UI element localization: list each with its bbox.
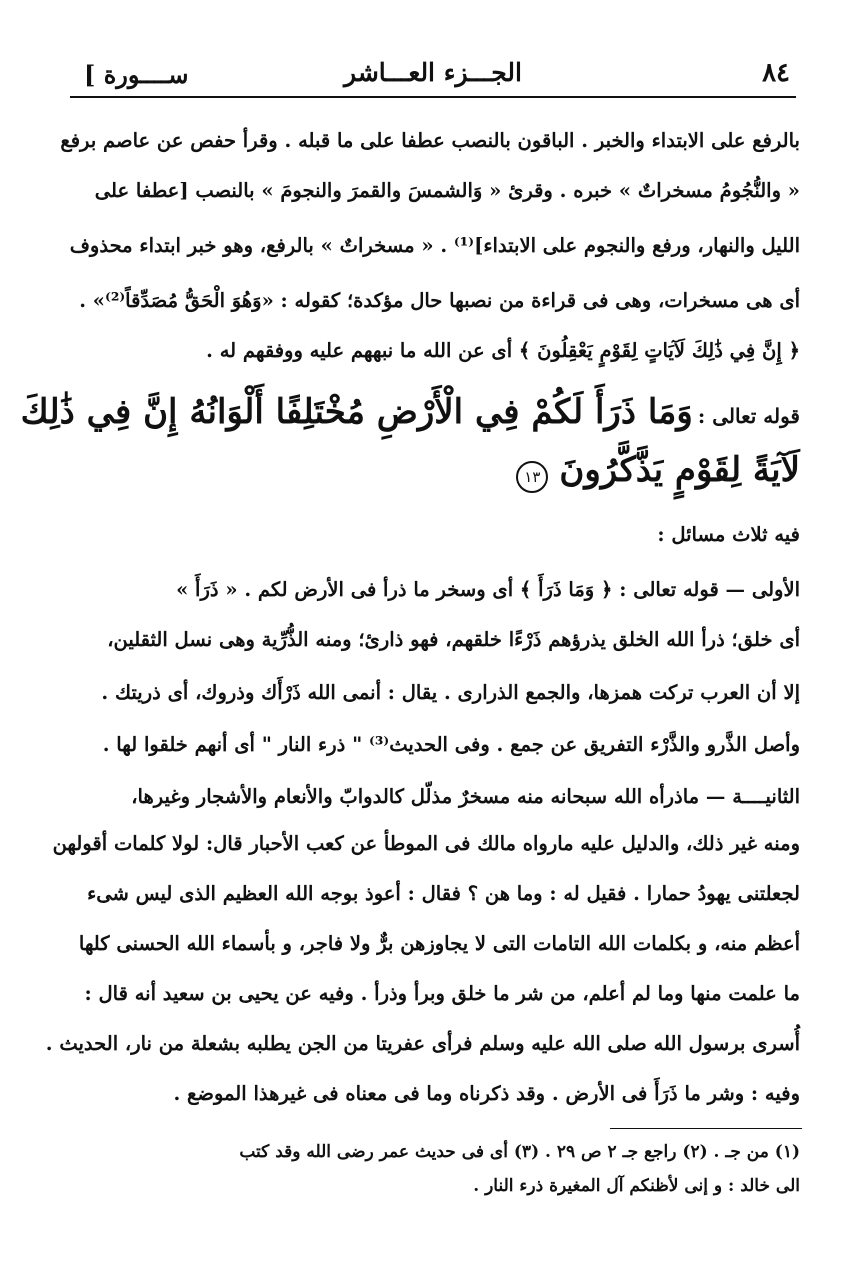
page-number: ٨٤ — [762, 58, 790, 88]
verse-text: لَآيَةً لِقَوْمٍ يَذَّكَّرُونَ — [559, 450, 800, 490]
text-line: ومنه غير ذلك، والدليل عليه مارواه مالك فى الموطأ عن كعب الأحبار قال: لولا كلمات أقولهن — [52, 832, 800, 855]
text-line: وأصل الذَّرو والذَّرْء التفريق عن جمع . وفى الحديث⁽³⁾ " ذرء النار " أى أنهم خلقوا لها . — [102, 733, 800, 756]
text-line: وفيه : وشر ما ذَرَأَ فى الأرض . وقد ذكرناه وما فى معناه فى غيرهذا الموضع . — [173, 1082, 800, 1105]
text-line: ﴿ إِنَّ فِي ذَٰلِكَ لَآيَاتٍ لِقَوْمٍ يَعْقِلُونَ ﴾ أى عن الله ما نبههم عليه ووفقهم له . — [206, 339, 800, 362]
footnotes — [100, 1142, 800, 1202]
verse-text: وَمَا ذَرَأَ لَكُمْ فِي الْأَرْضِ مُخْتَلِفًا أَلْوَانُهُ إِنَّ فِي ذَٰلِكَ — [20, 392, 693, 432]
text-line: إلا أن العرب تركت همزها، والجمع الذرارى . يقال : أنمى الله ذَرْأَك وذروك، أى ذريتك . — [101, 681, 800, 704]
footnote-rule — [610, 1128, 802, 1129]
footnote-line: الى خالد : و إنى لأظنكم آل المغيرة ذرء النار . — [473, 1176, 800, 1196]
text-line: لجعلتنى يهودُ حمارا . فقيل له : وما هن ؟ فقال : أعوذ بوجه الله العظيم الذى ليس شىء — [87, 882, 800, 905]
text-line: الليل والنهار، ورفع والنجوم على الابتداء]⁽¹⁾ . « مسخراتٌ » بالرفع، وهو خبر ابتداء محذوف — [69, 234, 800, 257]
quran-verse-line-1 — [21, 392, 800, 432]
text-line: الثانيــــة — ماذرأه الله سبحانه منه مسخرٌ مذلّل كالدوابّ والأنعام والأشجار وغيرها، — [131, 785, 800, 808]
quran-verse — [20, 388, 800, 508]
part-title: الجـــزء العـــاشر — [344, 58, 522, 87]
section-3 — [45, 784, 800, 1114]
text-line: أُسرى برسول الله صلى الله عليه وسلم فرأى عفريتا من الجن يطلبه بشعلة من نار، الحديث . — [45, 1032, 800, 1055]
verse-lead: قوله تعالى : — [697, 404, 800, 428]
text-line: أى خلق؛ ذرأ الله الخلق يذرؤهم ذَرْءًا خلقهم، فهو ذارئ؛ ومنه الذُّرِّية وهى نسل الثقلين، — [107, 628, 800, 651]
ayah-number-marker: ١٣ — [516, 461, 548, 493]
text-line: أى هى مسخرات، وهى فى قراءة من نصبها حال مؤكدة؛ كقوله : «وَهُوَ الْحَقُّ مُصَدِّقاً⁽²⁾» . — [79, 289, 800, 312]
text-line: أعظم منه، و بكلمات الله التامات التى لا يجاوزهن برٌّ ولا فاجر، و بأسماء الله الحسنى كلها — [78, 932, 800, 955]
surah-label: [ ســــورة — [84, 60, 189, 89]
quran-verse-line-2 — [516, 450, 800, 493]
section-1 — [60, 128, 800, 378]
text-line: الأولى — قوله تعالى : ﴿ وَمَا ذَرَأَ ﴾ أى وسخر ما ذرأ فى الأرض لكم . « ذَرَأَ » — [176, 578, 800, 601]
footnote-line: (١) من جـ . (٢) راجع جـ ٢ ص ٢٩ . (٣) أى فى حديث عمر رضى الله وقد كتب — [239, 1142, 800, 1162]
text-line: بالرفع على الابتداء والخبر . الباقون بالنصب عطفا على ما قبله . وقرأ حفص عن عاصم برفع — [60, 129, 800, 152]
section-2 — [100, 522, 800, 762]
text-line: ما علمت منها وما لم أعلم، من شر ما خلق وبرأ وذرأ . وفيه عن يحيى بن سعيد أنه قال : — [84, 982, 800, 1005]
section-intro: فيه ثلاث مسائل : — [657, 523, 800, 546]
text-line: « والنُّجُومُ مسخراتٌ » خبره . وقرئ « وَالشمسَ والقمرَ والنجومَ » بالنصب [عطفا على — [94, 179, 800, 202]
header-rule — [70, 96, 796, 98]
page-header — [70, 52, 796, 98]
